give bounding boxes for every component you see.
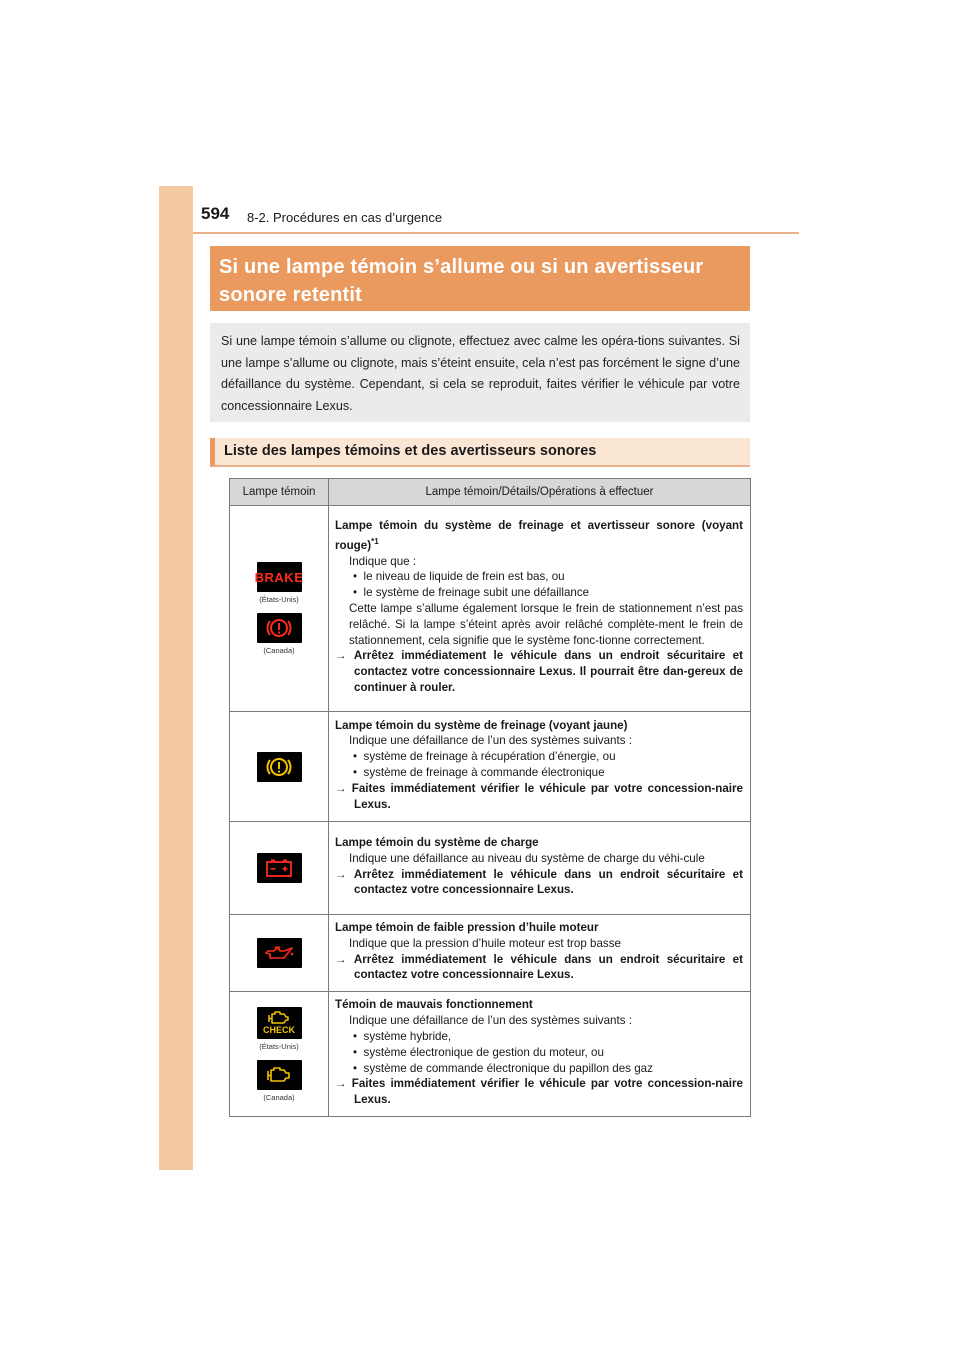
lamp-description <box>329 506 751 712</box>
lamp-icon-cell <box>230 506 329 712</box>
bullet-item: • système de commande électronique du papillon des gaz <box>353 1061 653 1075</box>
region-label: (États-Unis) <box>259 1041 299 1051</box>
region-label: (États-Unis) <box>259 595 299 604</box>
lamp-description <box>329 822 751 915</box>
brake-circle-exclamation-icon <box>257 613 302 643</box>
lamp-title: Lampe témoin du système de freinage et avertisseur sonore (voyant rouge)$^{*1}$ <box>335 519 743 552</box>
lamp-intro: Indique une défaillance au niveau du système de charge du véhi-cule <box>349 851 705 865</box>
lamp-intro: Indique une défaillance de l’un des systèmes suivants : <box>349 1014 632 1028</box>
lamp-title: Lampe témoin du système de charge <box>335 835 539 849</box>
brake-text: BRAKE <box>254 569 304 585</box>
table-row <box>230 822 751 915</box>
table-header-row <box>230 479 751 506</box>
page-number: 594 <box>201 204 230 223</box>
header-rule <box>193 232 799 234</box>
side-tab-band <box>159 186 193 1170</box>
lamp-note: Cette lampe s’allume également lorsque le frein de stationnement n’est pas relâché. Si la lampe s’éteint après avoir relâché complète-ment le frein de stationnement, cela signifie que le système fonc-tionne correctement. <box>349 602 743 647</box>
bullet-item: • le niveau de liquide de frein est bas, ou <box>353 570 565 584</box>
lamp-action: → Faites immédiatement vérifier le véhicule par votre concession-naire Lexus. <box>335 1077 743 1107</box>
lamp-description <box>329 712 751 822</box>
table-row <box>230 915 751 992</box>
lamp-title: Témoin de mauvais fonctionnement <box>335 998 533 1012</box>
check-engine-icon <box>257 1007 302 1039</box>
bullet-item: • système de freinage à commande électronique <box>353 766 605 779</box>
lamp-title: Lampe témoin du système de freinage (voyant jaune) <box>335 718 628 732</box>
lamp-intro: Indique que la pression d’huile moteur est trop basse <box>349 936 621 950</box>
intro-paragraph: Si une lampe témoin s’allume ou clignote, effectuez avec calme les opéra-tions suivantes. Si une lampe s’allume ou clignote, mais s’éteint ensuite, cela n’est pas forcément le signe d’une défaillance du système. Cependant, si cela se reproduit, faites vérifier le véhicule par votre concessionnaire Lexus. <box>210 323 750 422</box>
engine-icon <box>257 1060 302 1090</box>
section-label: 8-2. Procédures en cas d’urgence <box>247 210 443 225</box>
lamp-icon-cell <box>230 822 329 915</box>
lamp-description <box>329 992 751 1117</box>
table-row <box>230 506 751 712</box>
lamp-icon-cell <box>230 712 329 822</box>
table-row <box>230 712 751 822</box>
bullet-item: • système hybride, <box>353 1029 452 1043</box>
lamp-action: → Arrêtez immédiatement le véhicule dans un endroit sécuritaire et contactez votre concessionnaire Lexus. <box>335 952 743 982</box>
table-row <box>230 992 751 1117</box>
table-subheader: Liste des lampes témoins et des avertisseurs sonores <box>210 438 750 467</box>
bullet-item: • le système de freinage subit une défaillance <box>353 586 590 600</box>
lamp-icon-cell <box>230 992 329 1117</box>
region-label: (Canada) <box>263 646 295 655</box>
lamp-action: → Arrêtez immédiatement le véhicule dans un endroit sécuritaire et contactez votre concessionnaire Lexus. Il pourrait être dan-gereux de continuer à rouler. <box>335 649 743 695</box>
lamp-intro: Indique que : <box>349 554 417 568</box>
brake-text-icon <box>254 562 304 592</box>
lamp-action: → Faites immédiatement vérifier le véhicule par votre concession-naire Lexus. <box>335 781 743 811</box>
check-text: CHECK <box>262 1025 295 1036</box>
section-title-line-1: Si une lampe témoin s’allume ou si un avertisseur <box>219 256 704 278</box>
lamp-action: → Arrêtez immédiatement le véhicule dans un endroit sécuritaire et contactez votre concessionnaire Lexus. <box>335 867 743 897</box>
bullet-item: • système électronique de gestion du moteur, ou <box>353 1045 604 1059</box>
lamp-description <box>329 915 751 992</box>
bullet-item: • système de freinage à récupération d’énergie, ou <box>353 750 616 764</box>
column-header-details: Lampe témoin/Détails/Opérations à effectuer <box>329 479 751 506</box>
section-title-line-2: sonore retentit <box>219 284 363 306</box>
warning-lamp-table <box>229 478 751 1117</box>
lamp-intro: Indique une défaillance de l’un des systèmes suivants : <box>349 734 632 748</box>
lamp-icon-cell <box>230 915 329 992</box>
brake-circle-exclamation-icon <box>257 752 302 782</box>
lamp-title: Lampe témoin de faible pression d’huile moteur <box>335 921 599 934</box>
column-header-lamp: Lampe témoin <box>230 479 329 506</box>
region-label: (Canada) <box>263 1092 295 1102</box>
oil-can-icon <box>257 938 302 968</box>
section-title <box>210 246 750 311</box>
battery-icon <box>257 853 302 883</box>
